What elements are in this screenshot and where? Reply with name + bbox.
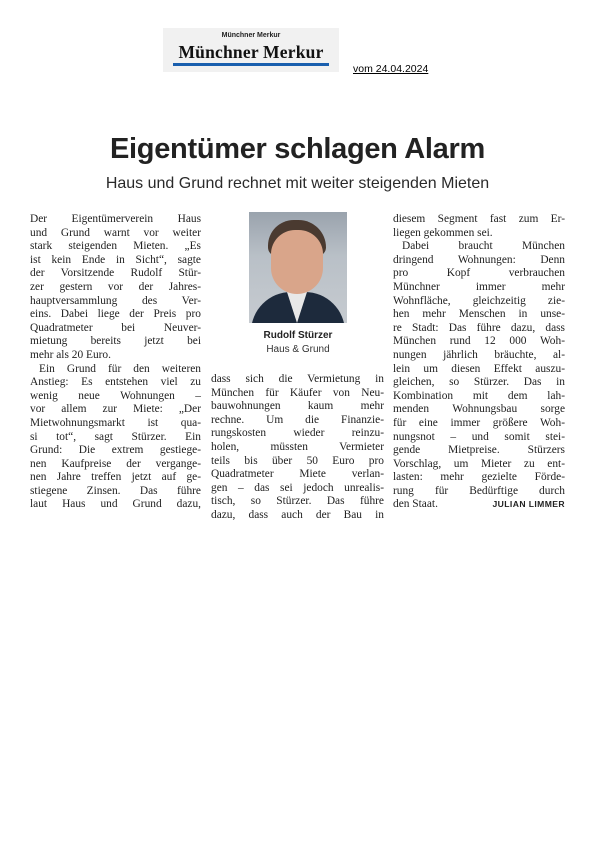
text-line: bauwohnungen kaum mehr — [211, 400, 384, 413]
logo-underline — [173, 63, 329, 66]
text-line: Quadratmeter bei Neuver- — [30, 321, 201, 334]
text-line: München rund 12 000 Woh- — [393, 335, 565, 348]
text-line: hauptversammlung des Ver- — [30, 294, 201, 307]
text-line: si tot“, sagt Stürzer. Ein — [30, 430, 201, 443]
text-line: rung für Bedürftige durch — [393, 484, 565, 497]
portrait-photo — [249, 212, 347, 323]
text-line: rungskosten wieder reinzu- — [211, 427, 384, 440]
text-line: nungsnot – und somit stei- — [393, 430, 565, 443]
text-line: dazu, dass auch der Bau in — [211, 508, 384, 521]
text-line: Dabei braucht München — [402, 240, 565, 253]
logo-small-text: Münchner Merkur — [221, 32, 281, 39]
text-line: hen mehr Menschen in unse- — [393, 308, 565, 321]
newspaper-logo — [163, 28, 339, 72]
article-column-2 — [211, 373, 384, 523]
text-line: stiegene Zinsen. Das führe — [30, 484, 201, 497]
text-line: mehr als 20 Euro. — [30, 348, 111, 361]
text-line: laut Haus und Grund dazu, — [30, 498, 201, 511]
text-line: diesem Segment fast zum Er- — [393, 213, 565, 225]
text-line: holen, müssten Vermieter — [211, 440, 384, 453]
text-line: nungen jährlich bräuchte, al- — [393, 348, 565, 361]
text-line: tisch, so Stürzer. Das führe — [211, 495, 384, 508]
text-line: nen Jahre treffen jetzt auf ge- — [30, 471, 201, 484]
article-column-1 — [30, 213, 201, 512]
text-line: eins. Dabei liege der Preis pro — [30, 308, 201, 321]
text-line: lasten: mehr gezielte Förde- — [393, 471, 565, 484]
text-line: menden Wohnungsbau sorge — [393, 403, 565, 416]
text-line: rechne. Um die Finanzie- — [211, 413, 384, 426]
text-line: wenig neue Wohnungen – — [30, 389, 201, 402]
text-line: mietung bereits jetzt bei — [30, 335, 201, 348]
text-line: der Vorsitzende Rudolf Stür- — [30, 267, 201, 280]
text-line: vor allem zur Miete: „Der — [30, 403, 201, 416]
text-line: stark steigenden Mieten. „Es — [30, 240, 201, 253]
article-subheadline: Haus und Grund rechnet mit weiter steigenden Mieten — [105, 175, 490, 192]
text-line: ist kein Ende in Sicht“, sagte — [30, 253, 201, 266]
publication-date: vom 24.04.2024 — [353, 63, 429, 75]
text-line: re Stadt: Das führe dazu, dass — [393, 321, 565, 334]
text-line-content: den Staat. — [393, 498, 438, 511]
article-headline: Eigentümer schlagen Alarm — [110, 133, 485, 165]
text-line: Mietwohnungsmarkt ist qua- — [30, 416, 201, 429]
text-line: pro Kopf verbrauchen — [393, 267, 565, 280]
text-line: Quadratmeter Miete verlan- — [211, 468, 384, 481]
text-line: dringend Wohnungen: Denn — [393, 253, 565, 266]
logo-wordmark: Münchner Merkur — [178, 42, 324, 62]
text-line: zer gestern vor der Jahres- — [30, 280, 201, 293]
text-line: teils bis über 50 Euro pro — [211, 454, 384, 467]
text-line: gende Mietpreise. Stürzers — [393, 444, 565, 457]
text-line: Grund: Die extrem gestiege- — [30, 444, 201, 457]
photo-caption-name: Rudolf Stürzer — [263, 330, 333, 341]
text-line: dass sich die Vermietung in — [211, 373, 384, 385]
text-line: Vorschlag, um Mieter zu ent- — [393, 457, 565, 470]
text-line: und Grund warnt vor weiter — [30, 226, 201, 239]
text-line: gen – das sei jedoch unrealis- — [211, 481, 384, 494]
text-line: nen Kaufpreise der vergange- — [30, 457, 201, 470]
text-line — [393, 498, 565, 512]
text-line: gleichen, so Stürzer. Das in — [393, 376, 565, 389]
text-line: Der Eigentümerverein Haus — [30, 213, 201, 225]
text-line: Wohnfläche, gleichzeitig zie- — [393, 294, 565, 307]
text-line: München für Käufer von Neu- — [211, 386, 384, 399]
photo-caption-organization: Haus & Grund — [266, 344, 330, 355]
text-line: lein um diesen Effekt auszu- — [393, 362, 565, 375]
text-line: Münchner immer mehr — [393, 280, 565, 293]
article-column-3 — [393, 213, 565, 512]
text-line: liegen gekommen sei. — [393, 226, 493, 239]
text-line: Ein Grund für den weiteren — [39, 362, 201, 375]
author-byline: JULIAN LIMMER — [492, 499, 565, 510]
text-line: Anstieg: Es entstehen viel zu — [30, 376, 201, 389]
text-line: für eine immer größere Woh- — [393, 416, 565, 429]
text-line: Kombination mit dem lah- — [393, 389, 565, 402]
